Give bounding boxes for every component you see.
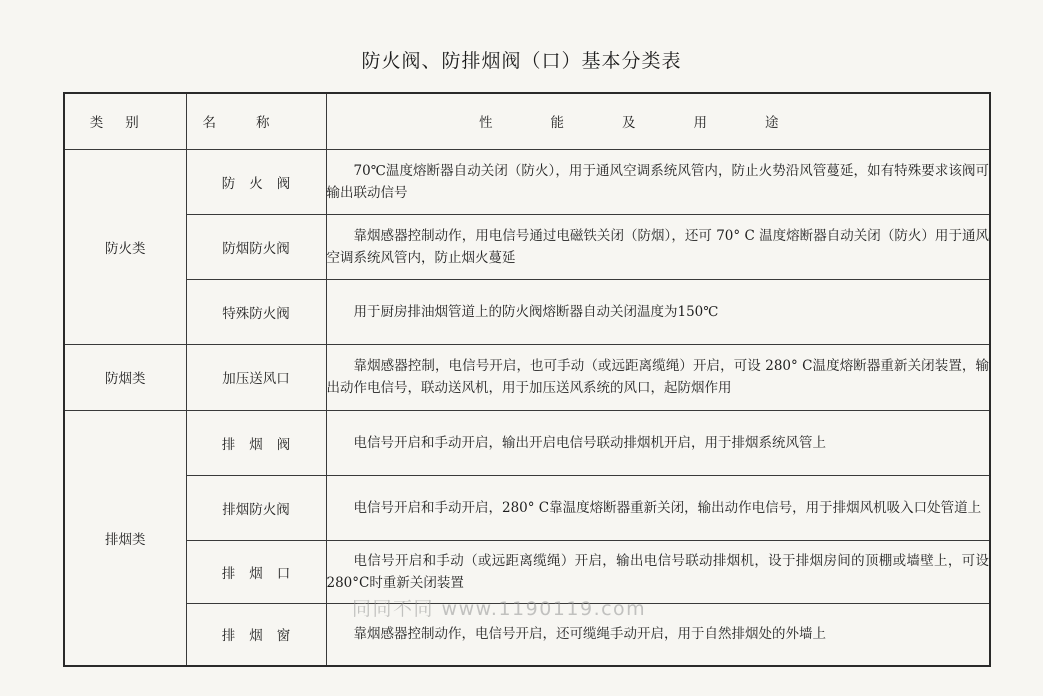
item-description: 用于厨房排油烟管道上的防火阀熔断器自动关闭温度为150℃: [326, 279, 990, 344]
table-row: [64, 214, 990, 279]
item-name: 排烟口: [186, 540, 326, 603]
table-row: [64, 603, 990, 666]
category-smoke-prevention: 防烟类: [64, 344, 186, 410]
table-row: [64, 475, 990, 540]
item-name: 特殊防火阀: [186, 279, 326, 344]
item-description: 靠烟感器控制动作，用电信号通过电磁铁关闭（防烟），还可 70° C 温度熔断器自动关闭（防火）用于通风空调系统风管内，防止烟火蔓延: [326, 214, 990, 279]
table-row: [64, 410, 990, 475]
table-row: [64, 149, 990, 214]
item-description: 靠烟感器控制，电信号开启，也可手动（或远距离缆绳）开启，可设 280° C温度熔断器重新关闭装置，输出动作电信号，联动送风机，用于加压送风系统的风口，起防烟作用: [326, 344, 990, 410]
item-description: 靠烟感器控制动作，电信号开启，还可缆绳手动开启，用于自然排烟处的外墙上: [326, 603, 990, 666]
item-name: 防烟防火阀: [186, 214, 326, 279]
item-name: 加压送风口: [186, 344, 326, 410]
category-fire: 防火类: [64, 149, 186, 344]
category-smoke-exhaust: 排烟类: [64, 410, 186, 666]
header-name: 名称: [186, 93, 326, 149]
table-row: [64, 540, 990, 603]
watermark-text: 同同不同 www.1190119.com: [352, 598, 647, 620]
item-name: 排烟阀: [186, 410, 326, 475]
item-name: 排烟窗: [186, 603, 326, 666]
item-name: 防火阀: [186, 149, 326, 214]
item-description: 电信号开启和手动开启，280° C靠温度熔断器重新关闭，输出动作电信号，用于排烟风机吸入口处管道上: [326, 475, 990, 540]
table-title: 防火阀、防排烟阀（口）基本分类表: [361, 50, 682, 72]
classification-table: [63, 92, 991, 667]
item-name: 排烟防火阀: [186, 475, 326, 540]
header-row: [64, 93, 990, 149]
item-description: 电信号开启和手动（或远距离缆绳）开启，输出电信号联动排烟机，设于排烟房间的顶棚或墙壁上，可设 280°C时重新关闭装置: [326, 540, 990, 603]
item-description: 电信号开启和手动开启，输出开启电信号联动排烟机开启，用于排烟系统风管上: [326, 410, 990, 475]
item-description: 70℃温度熔断器自动关闭（防火），用于通风空调系统风管内，防止火势沿风管蔓延，如有特殊要求该阀可输出联动信号: [326, 149, 990, 214]
table-row: [64, 344, 990, 410]
header-description: 性能及用途: [326, 93, 990, 149]
table-row: [64, 279, 990, 344]
header-category: 类别: [64, 93, 186, 149]
